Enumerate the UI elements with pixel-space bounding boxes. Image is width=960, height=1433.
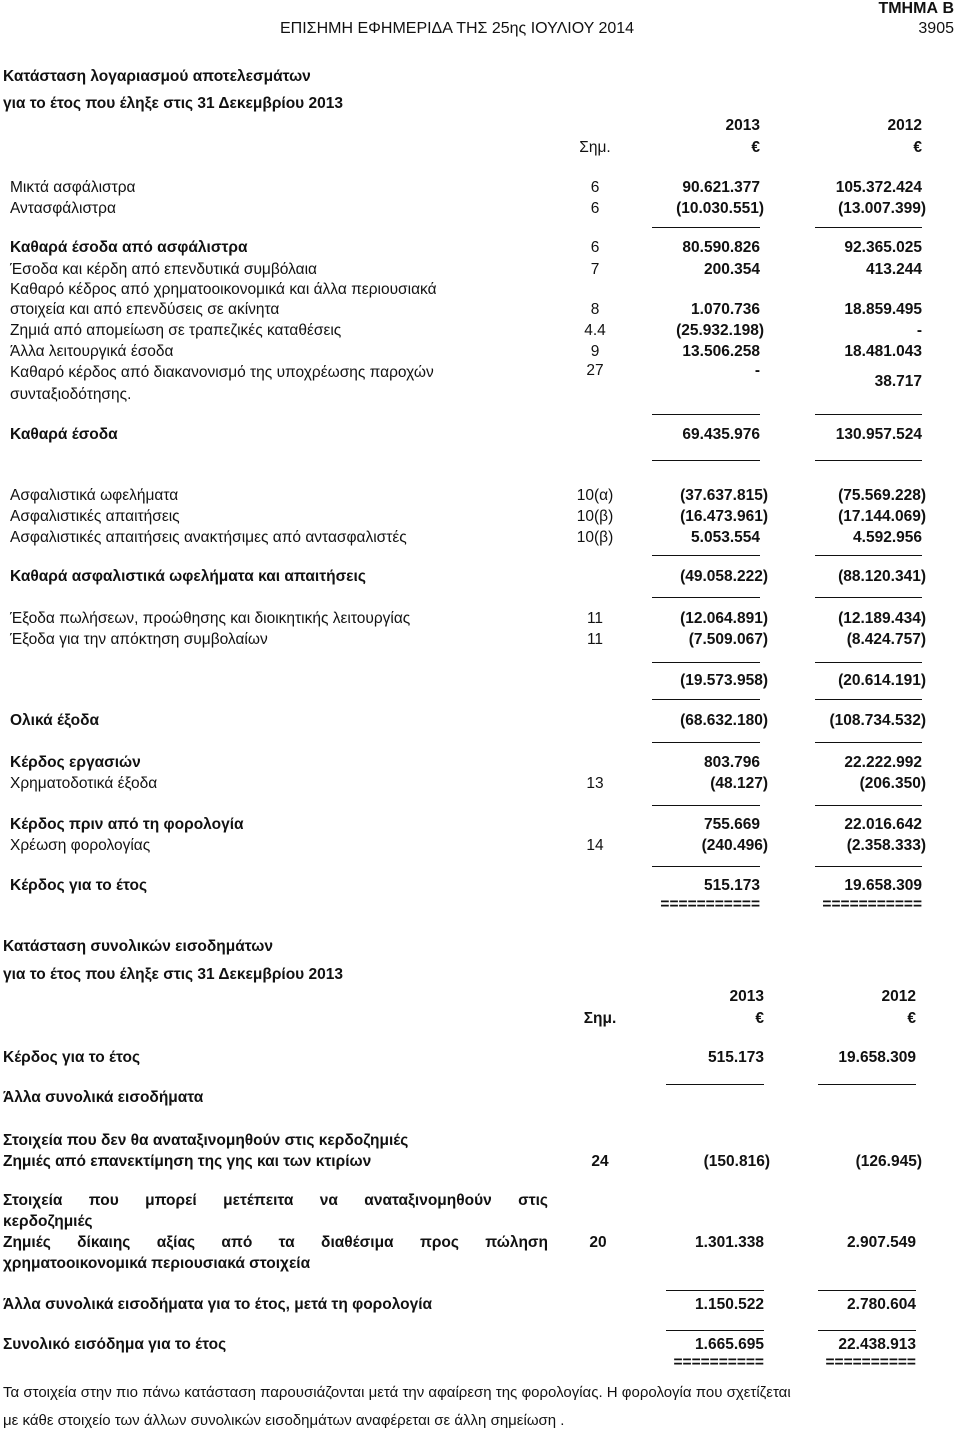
row-value-2013: -	[754, 362, 760, 379]
row-label-line2: χρηματοοικονομικά περιουσιακά στοιχεία	[3, 1255, 311, 1272]
row-value-2013: 515.173	[707, 1049, 764, 1066]
double-rule: ===========	[660, 896, 760, 913]
row-value-2012: (2.358.333)	[846, 837, 926, 854]
row-value-2012: 38.717	[874, 373, 922, 390]
footnote-line2: με κάθε στοιχείο των άλλων συνολικών εισοδημάτων αναφέρεται σε άλλη σημείωση .	[3, 1412, 565, 1429]
row-value-2013: (49.058.222)	[680, 568, 768, 585]
subtotal-rule	[815, 866, 922, 867]
row-label: Ζημιές από επανεκτίμηση της γης και των κτιρίων	[3, 1153, 372, 1170]
row-value-2013: (48.127)	[710, 775, 768, 792]
row-note: 13	[586, 775, 604, 792]
col-header-2013: 2013	[725, 117, 760, 134]
row-value-2013: (19.573.958)	[680, 672, 768, 689]
subtotal-rule	[666, 1084, 764, 1085]
income-statement-subtitle: για το έτος που έληξε στις 31 Δεκεμβρίου 2013	[3, 95, 343, 112]
row-label: Κέρδος για το έτος	[3, 1049, 141, 1066]
row-value-2012: 413.244	[865, 261, 922, 278]
total-rule	[652, 460, 760, 461]
row-value-2013: (12.064.891)	[680, 610, 768, 627]
col-header-2012: 2012	[887, 117, 922, 134]
subtotal-rule	[652, 662, 760, 663]
col-header-note: Σημ.	[583, 1010, 617, 1027]
section-label: ΤΜΗΜΑ Β	[878, 0, 954, 17]
row-value-2013: 515.173	[703, 877, 760, 894]
subtotal-rule	[815, 699, 922, 700]
row-value-2013: 5.053.554	[691, 529, 760, 546]
row-label: Μικτά ασφάλιστρα	[10, 179, 136, 196]
row-value-2012: 105.372.424	[835, 179, 922, 196]
row-note: 6	[590, 239, 600, 256]
page-number: 3905	[918, 20, 954, 37]
subtotal-rule	[815, 742, 922, 743]
subtotal-rule	[652, 227, 760, 228]
row-value-2012: 92.365.025	[844, 239, 922, 256]
row-label: Ολικά έξοδα	[10, 712, 100, 729]
double-rule: ==========	[825, 1354, 916, 1371]
row-label: Κέρδος εργασιών	[10, 754, 141, 771]
row-value-2013: 80.590.826	[682, 239, 760, 256]
row-value-2012: 22.222.992	[844, 754, 922, 771]
row-note: 20	[589, 1234, 607, 1251]
row-value-2012: 19.658.309	[838, 1049, 916, 1066]
subtotal-rule	[652, 699, 760, 700]
row-value-2013: 755.669	[703, 816, 760, 833]
row-note: 10(α)	[576, 487, 614, 504]
row-label: Καθαρά ασφαλιστικά ωφελήματα και απαιτήσεις	[10, 568, 366, 585]
row-note: 24	[591, 1153, 609, 1170]
row-label: Έξοδα για την απόκτηση συμβολαίων	[10, 631, 268, 648]
subtotal-rule	[818, 1084, 916, 1085]
row-value-2013: 1.301.338	[695, 1234, 764, 1251]
row-value-2012: 2.907.549	[847, 1234, 916, 1251]
row-value-2013: (7.509.067)	[688, 631, 768, 648]
row-value-2012: (126.945)	[855, 1153, 922, 1170]
currency-2012: €	[913, 139, 922, 156]
currency-2012: €	[907, 1010, 916, 1027]
row-label: Καθαρό κέρδος από διακανονισμό της υποχρέωσης παροχών	[10, 364, 434, 381]
row-note: 10(β)	[576, 529, 614, 546]
row-label: Χρέωση φορολογίας	[10, 837, 151, 854]
row-value-2013: (37.637.815)	[680, 487, 768, 504]
row-label: Κέρδος πριν από τη φορολογία	[10, 816, 244, 833]
row-label: Ζημιά από απομείωση σε τραπεζικές καταθέσεις	[10, 322, 342, 339]
row-value-2012: 18.481.043	[844, 343, 922, 360]
subtotal-rule	[652, 742, 760, 743]
comprehensive-subtitle: για το έτος που έληξε στις 31 Δεκεμβρίου 2013	[3, 966, 343, 983]
row-note: 11	[586, 631, 604, 648]
row-note: 8	[590, 301, 600, 318]
row-value-2013: 90.621.377	[682, 179, 760, 196]
row-label: Κέρδος για το έτος	[10, 877, 148, 894]
subtotal-rule	[652, 414, 760, 415]
row-note: 27	[586, 362, 604, 379]
row-value-2012: 130.957.524	[835, 426, 922, 443]
row-note: 14	[586, 837, 604, 854]
col-header-note: Σημ.	[579, 139, 611, 156]
income-statement-title: Κατάσταση λογαριασμού αποτελεσμάτων	[3, 68, 311, 85]
row-value-2013: (150.816)	[703, 1153, 770, 1170]
subtotal-rule	[815, 597, 922, 598]
footnote-line1: Τα στοιχεία στην πιο πάνω κατάσταση παρουσιάζονται μετά την αφαίρεση της φορολογίας. Η φορολογία που σχετίζεται	[3, 1384, 791, 1401]
row-value-2012: (20.614.191)	[838, 672, 926, 689]
not-reclass-heading: Στοιχεία που δεν θα αναταξινομηθούν στις κερδοζημιές	[3, 1132, 409, 1149]
row-label: Έσοδα και κέρδη από επενδυτικά συμβόλαια	[10, 261, 317, 278]
row-note: 4.4	[584, 322, 606, 339]
subtotal-rule	[652, 866, 760, 867]
row-note: 6	[590, 179, 600, 196]
row-label: Καθαρά έσοδα	[10, 426, 118, 443]
row-value-2013: (25.932.198)	[676, 322, 764, 339]
subtotal-rule	[818, 1290, 916, 1291]
row-label: Ασφαλιστικές απαιτήσεις ανακτήσιμες από αντασφαλιστές	[10, 529, 407, 546]
comprehensive-title: Κατάσταση συνολικών εισοδημάτων	[3, 938, 273, 955]
row-value-2012: 19.658.309	[844, 877, 922, 894]
subtotal-rule	[652, 805, 760, 806]
row-label: Καθαρά έσοδα από ασφάλιστρα	[10, 239, 248, 256]
subtotal-rule	[652, 555, 760, 556]
row-label-line2: στοιχεία και από επενδύσεις σε ακίνητα	[10, 301, 280, 318]
subtotal-rule	[652, 597, 760, 598]
row-value-2012: (17.144.069)	[838, 508, 926, 525]
row-note: 9	[590, 343, 600, 360]
row-value-2013: 1.070.736	[691, 301, 760, 318]
row-note: 11	[586, 610, 604, 627]
row-value-2012: (88.120.341)	[838, 568, 926, 585]
reclass-heading-line2: κερδοζημιές	[3, 1213, 93, 1230]
row-note: 10(β)	[576, 508, 614, 525]
subtotal-rule	[818, 1330, 916, 1331]
row-value-2012: 4.592.956	[853, 529, 922, 546]
subtotal-rule	[666, 1330, 764, 1331]
row-label: Ζημιές δίκαιης αξίας από τα διαθέσιμα προς πώληση	[3, 1234, 548, 1251]
subtotal-rule	[815, 555, 922, 556]
row-value-2013: 13.506.258	[682, 343, 760, 360]
row-value-2013: 200.354	[703, 261, 760, 278]
row-note: 7	[590, 261, 600, 278]
subtotal-rule	[815, 662, 922, 663]
subtotal-rule	[815, 227, 922, 228]
oci-heading: Άλλα συνολικά εισοδήματα	[3, 1089, 204, 1106]
row-label-line2: συνταξιοδότησης.	[10, 386, 132, 403]
row-value-2013: (240.496)	[701, 837, 768, 854]
row-value-2012: 18.859.495	[844, 301, 922, 318]
row-value-2012: (206.350)	[859, 775, 926, 792]
col-header-2012: 2012	[881, 988, 916, 1005]
double-rule: ===========	[822, 896, 922, 913]
total-rule	[815, 460, 922, 461]
double-rule: ==========	[673, 1354, 764, 1371]
row-value-2013: 1.150.522	[695, 1296, 764, 1313]
row-value-2013: 1.665.695	[695, 1336, 764, 1353]
gazette-title: ΕΠΙΣΗΜΗ ΕΦΗΜΕΡΙΔΑ ΤΗΣ 25ης ΙΟΥΛΙΟΥ 2014	[280, 20, 635, 37]
row-value-2012: -	[916, 322, 922, 339]
row-label: Άλλα συνολικά εισοδήματα για το έτος, μετά τη φορολογία	[3, 1296, 433, 1313]
row-value-2013: (16.473.961)	[680, 508, 768, 525]
subtotal-rule	[666, 1290, 764, 1291]
row-value-2012: 22.016.642	[844, 816, 922, 833]
currency-2013: €	[751, 139, 760, 156]
row-value-2012: (13.007.399)	[838, 200, 926, 217]
row-label: Έξοδα πωλήσεων, προώθησης και διοικητικής λειτουργίας	[10, 610, 411, 627]
row-label: Συνολικό εισόδημα για το έτος	[3, 1336, 227, 1353]
row-value-2013: 69.435.976	[682, 426, 760, 443]
row-value-2012: (12.189.434)	[838, 610, 926, 627]
row-label: Άλλα λειτουργικά έσοδα	[10, 343, 174, 360]
row-value-2013: (68.632.180)	[680, 712, 768, 729]
row-value-2012: 22.438.913	[838, 1336, 916, 1353]
row-value-2013: 803.796	[703, 754, 760, 771]
col-header-2013: 2013	[729, 988, 764, 1005]
row-label: Αντασφάλιστρα	[10, 200, 116, 217]
row-label: Χρηματοδοτικά έξοδα	[10, 775, 158, 792]
row-value-2012: 2.780.604	[847, 1296, 916, 1313]
row-note: 6	[590, 200, 600, 217]
subtotal-rule	[815, 805, 922, 806]
currency-2013: €	[755, 1010, 764, 1027]
reclass-heading-line1: Στοιχεία που μπορεί μετέπειτα να αναταξινομηθούν στις	[3, 1192, 548, 1209]
subtotal-rule	[815, 414, 922, 415]
row-value-2012: (75.569.228)	[838, 487, 926, 504]
row-label: Ασφαλιστικές απαιτήσεις	[10, 508, 180, 525]
row-label: Καθαρό κέδρος από χρηματοοικονομικά και άλλα περιουσιακά	[10, 281, 437, 298]
row-value-2013: (10.030.551)	[676, 200, 764, 217]
row-value-2012: (108.734.532)	[829, 712, 926, 729]
row-label: Ασφαλιστικά ωφελήματα	[10, 487, 179, 504]
row-value-2012: (8.424.757)	[846, 631, 926, 648]
